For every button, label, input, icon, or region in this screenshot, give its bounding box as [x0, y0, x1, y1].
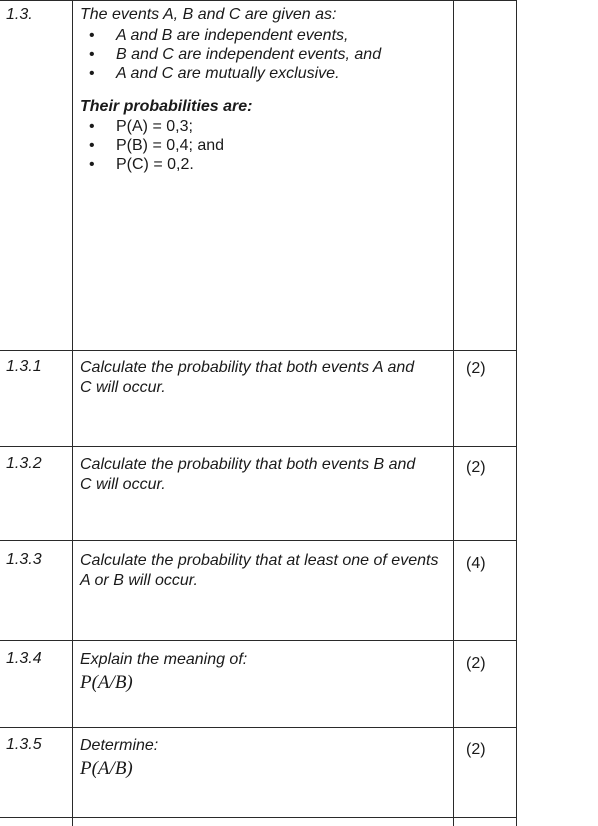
marks: (2)	[466, 741, 486, 758]
list-item: • A and C are mutually exclusive.	[80, 64, 450, 83]
column-divider	[453, 0, 454, 826]
question-number: 1.3.4	[6, 650, 42, 667]
event-list	[80, 26, 450, 83]
question-text: Calculate the probability that both events B and C will occur.	[80, 456, 416, 493]
row-divider	[0, 817, 517, 818]
question-text: Calculate the probability that both events A and C will occur.	[80, 359, 415, 396]
math-expression: P(A/B)	[80, 672, 133, 693]
probabilities-heading: Their probabilities are:	[80, 98, 253, 115]
row-divider	[0, 640, 517, 641]
list-item: • P(B) = 0,4; and	[80, 136, 450, 155]
row-divider	[0, 446, 517, 447]
math-expression: P(A/B)	[80, 758, 133, 779]
intro-block	[80, 5, 450, 174]
column-divider	[516, 0, 517, 826]
question-number: 1.3.1	[6, 358, 42, 375]
row-divider	[0, 350, 517, 351]
intro-text: The events A, B and C are given as:	[80, 6, 337, 23]
question-number: 1.3.	[6, 6, 33, 23]
probability-list	[80, 117, 450, 174]
marks: (2)	[466, 459, 486, 476]
list-item: • B and C are independent events, and	[80, 45, 416, 64]
question-number: 1.3.5	[6, 736, 42, 753]
list-item: • P(C) = 0,2.	[80, 155, 450, 174]
row-divider	[0, 727, 517, 728]
row-divider	[0, 540, 517, 541]
table-border-top	[0, 0, 517, 1]
column-divider	[72, 0, 73, 826]
question-block	[80, 650, 450, 693]
list-item: • P(A) = 0,3;	[80, 117, 450, 136]
list-item: • A and B are independent events,	[80, 26, 450, 45]
question-block	[80, 736, 450, 779]
question-number: 1.3.3	[6, 551, 42, 568]
question-text: Determine:	[80, 737, 159, 754]
marks: (2)	[466, 360, 486, 377]
question-text: Calculate the probability that at least one of events A or B will occur.	[80, 552, 439, 589]
marks: (2)	[466, 655, 486, 672]
question-text: Explain the meaning of:	[80, 651, 248, 668]
marks: (4)	[466, 555, 486, 572]
question-number: 1.3.2	[6, 455, 42, 472]
